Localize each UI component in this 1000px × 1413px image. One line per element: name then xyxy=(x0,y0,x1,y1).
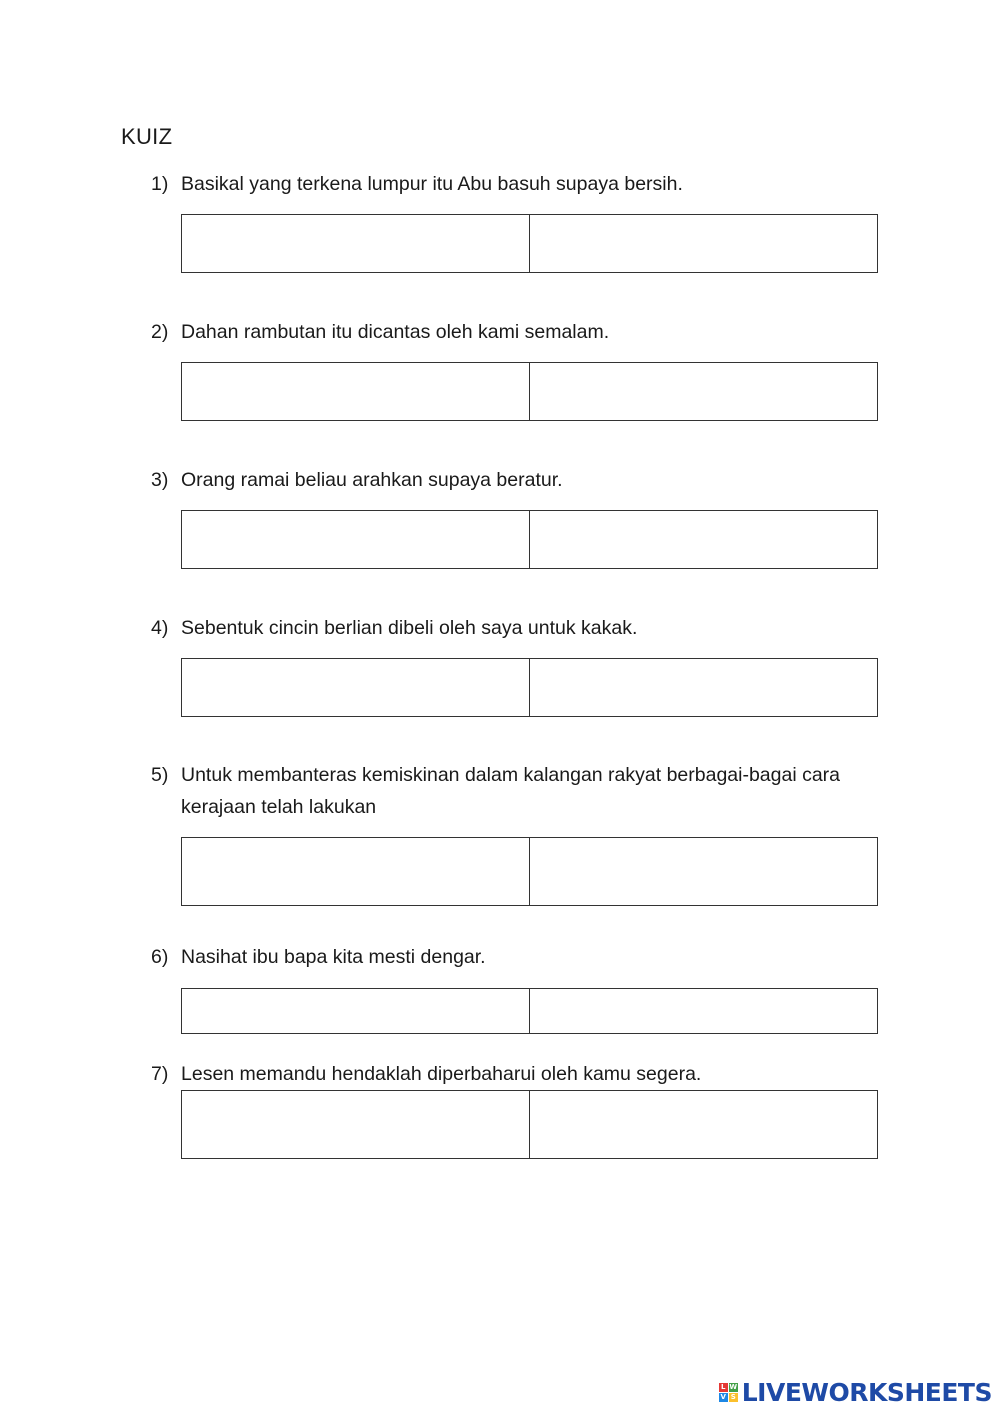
question-text: Orang ramai beliau arahkan supaya beratur. xyxy=(181,469,563,491)
logo-tile-3: V xyxy=(720,1393,726,1401)
page-title: KUIZ xyxy=(121,124,173,149)
logo-tile-1: L xyxy=(719,1383,728,1392)
question-number: 6) xyxy=(151,946,169,968)
answer-cell-right[interactable] xyxy=(529,989,877,1033)
answer-cell-right[interactable] xyxy=(529,1091,877,1158)
answer-row-2 xyxy=(181,362,878,421)
question-number: 2) xyxy=(151,321,169,343)
question-text: Basikal yang terkena lumpur itu Abu basuh supaya bersih. xyxy=(181,173,683,195)
logo-text: LIVEWORKSHEETS xyxy=(741,1378,992,1407)
question-text: Dahan rambutan itu dicantas oleh kami semalam. xyxy=(181,321,610,343)
answer-cell-left[interactable] xyxy=(182,1091,529,1158)
question-number: 3) xyxy=(151,469,169,491)
question-7 xyxy=(151,1058,891,1090)
question-number: 1) xyxy=(151,173,169,195)
question-text: Nasihat ibu bapa kita mesti dengar. xyxy=(181,946,486,968)
question-1 xyxy=(151,168,891,200)
logo-tile-2: W xyxy=(729,1383,738,1391)
answer-row-4 xyxy=(181,658,878,717)
answer-row-7 xyxy=(181,1090,878,1159)
answer-cell-left[interactable] xyxy=(182,363,529,420)
answer-row-3 xyxy=(181,510,878,569)
question-3 xyxy=(151,464,891,496)
answer-cell-left[interactable] xyxy=(182,511,529,568)
liveworksheets-logo xyxy=(719,1378,992,1407)
question-number: 4) xyxy=(151,617,169,639)
answer-cell-left[interactable] xyxy=(182,215,529,272)
question-2 xyxy=(151,316,891,348)
answer-row-6 xyxy=(181,988,878,1034)
answer-cell-left[interactable] xyxy=(182,838,529,905)
question-text: Untuk membanteras kemiskinan dalam kalangan rakyat berbagai-bagai cara kerajaan telah lakukan xyxy=(181,764,841,818)
question-number: 7) xyxy=(151,1063,169,1085)
answer-cell-left[interactable] xyxy=(182,659,529,716)
question-number: 5) xyxy=(151,764,169,786)
logo-mark-icon xyxy=(719,1383,738,1402)
answer-cell-right[interactable] xyxy=(529,215,877,272)
answer-row-1 xyxy=(181,214,878,273)
answer-row-5 xyxy=(181,837,878,906)
question-6 xyxy=(151,941,891,973)
logo-tile-4: S xyxy=(730,1393,736,1401)
question-text: Sebentuk cincin berlian dibeli oleh saya untuk kakak. xyxy=(181,617,638,639)
answer-cell-right[interactable] xyxy=(529,363,877,420)
answer-cell-right[interactable] xyxy=(529,838,877,905)
question-4 xyxy=(151,612,891,644)
answer-cell-left[interactable] xyxy=(182,989,529,1033)
answer-cell-right[interactable] xyxy=(529,659,877,716)
answer-cell-right[interactable] xyxy=(529,511,877,568)
question-5 xyxy=(151,759,891,823)
question-text: Lesen memandu hendaklah diperbaharui oleh kamu segera. xyxy=(181,1063,702,1085)
